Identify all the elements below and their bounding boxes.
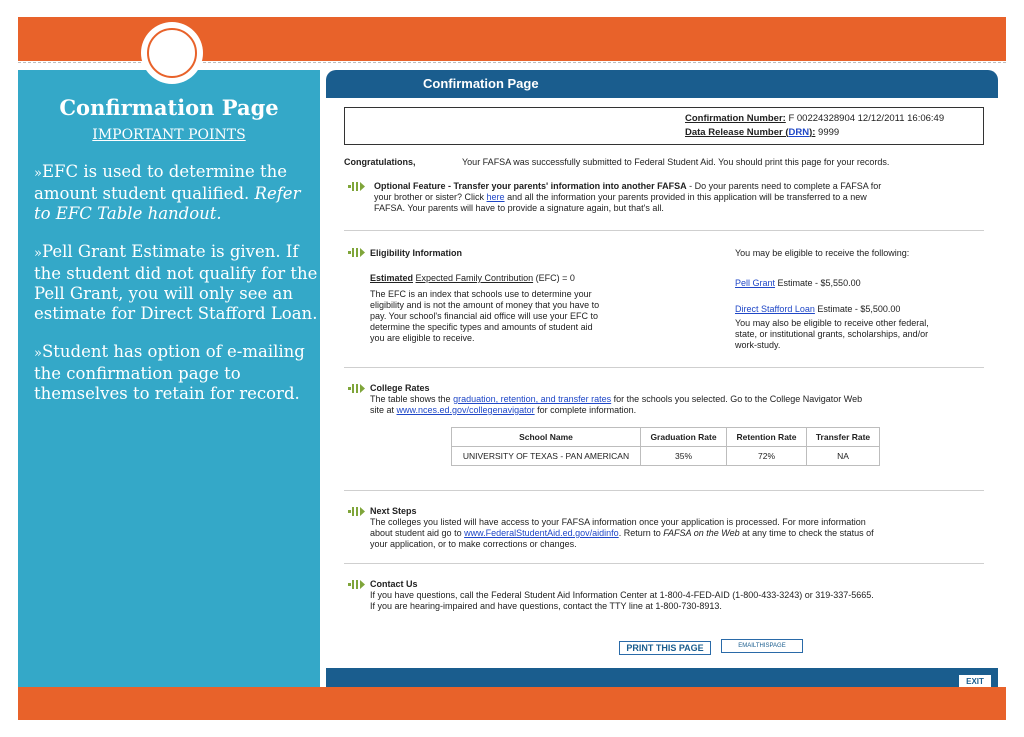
green-striped-arrow-icon [348, 247, 366, 258]
efc-value: 0 [569, 273, 575, 283]
optional-feature-text: Optional Feature - Transfer your parents' information into another FAFSA - Do your parents need to complete a FAFSA for your brother or sister? Click here and all the information your parents provided in this application will be transferred to a new FAFSA. Your parents will have to provide a signature again, but that's all. [374, 181, 882, 213]
section-divider [344, 490, 984, 491]
pell-grant-link[interactable]: Pell Grant [735, 278, 776, 288]
table-row [452, 447, 880, 466]
efc-line: Estimated Expected Family Contribution (EFC) = 0 [370, 273, 575, 283]
stafford-estimate: Direct Stafford Loan Estimate - $5,500.00 [735, 304, 901, 314]
bottom-orange-bar [18, 687, 1006, 720]
eligibility-title: Eligibility Information [370, 248, 462, 258]
col-graduation-rate: Graduation Rate [641, 428, 727, 447]
section-divider [344, 563, 984, 564]
congrats-label: Congratulations, [344, 157, 416, 167]
college-navigator-link[interactable]: www.nces.ed.gov/collegenavigator [396, 405, 535, 415]
print-page-button[interactable]: PRINT THIS PAGE [619, 641, 711, 655]
point-efc: »EFC is used to determine the amount student qualified. Refer to EFC Table handout. [34, 162, 301, 223]
rates-link[interactable]: graduation, retention, and transfer rates [453, 394, 612, 404]
next-steps-text: Next Steps The colleges you listed will have access to your FAFSA information once your application is processed. For more information about student aid go to www.FederalStudentAid.ed.gov/aidinfo. Return to FAFSA on the Web at any time to check the status of your application, or to make corrections or changes. [370, 506, 995, 550]
screen-header [326, 70, 998, 98]
cell-school: UNIVERSITY OF TEXAS - PAN AMERICAN [452, 447, 641, 466]
eligibility-intro: You may be eligible to receive the following: [735, 248, 910, 258]
stafford-loan-link[interactable]: Direct Stafford Loan [735, 304, 815, 314]
important-points-list [34, 162, 319, 422]
contact-us-text: Contact Us If you have questions, call the Federal Student Aid Information Center at 1-800-4-FED-AID (1-800-433-3243) or 319-337-5665. If you are hearing-impaired and have questions, contact the TTY line at 1-800-730-8913. [370, 579, 995, 612]
col-transfer-rate: Transfer Rate [807, 428, 880, 447]
cell-graduation: 35% [641, 447, 727, 466]
next-steps-title: Next Steps [370, 506, 417, 516]
screen-footer [326, 668, 998, 687]
green-striped-arrow-icon [348, 383, 366, 394]
panel-title: Confirmation Page [59, 95, 279, 120]
col-school-name: School Name [452, 428, 641, 447]
cell-retention: 72% [727, 447, 807, 466]
efc-link[interactable]: Expected Family Contribution [415, 273, 534, 283]
confirmation-number: Confirmation Number: F 00224328904 12/12/2011 16:06:49 [685, 113, 945, 124]
drn-link[interactable]: DRN [788, 127, 810, 138]
fafsa-confirmation-screenshot [326, 70, 998, 687]
green-striped-arrow-icon [348, 506, 366, 517]
left-info-panel [18, 70, 320, 687]
section-divider [344, 367, 984, 368]
other-aid-text: You may also be eligible to receive other federal, state, or institutional grants, scholarships, and/or work-study. [735, 318, 929, 350]
screen-title: Confirmation Page [423, 76, 539, 91]
pell-estimate: Pell Grant Estimate - $5,550.00 [735, 278, 861, 288]
college-rates-text: College Rates The table shows the graduation, retention, and transfer rates for the schools you selected. Go to the College Navigator Web site at www.nces.ed.gov/collegenavigator for complete information. [370, 383, 990, 416]
col-retention-rate: Retention Rate [727, 428, 807, 447]
green-striped-arrow-icon [348, 579, 366, 590]
section-divider [344, 230, 984, 231]
data-release-number: Data Release Number (DRN): 9999 [685, 127, 840, 138]
exit-button[interactable]: EXIT [959, 675, 991, 687]
efc-description: The EFC is an index that schools use to determine your eligibility and is not the amount of money that you have to pay. Your school's financial aid office will use your EFC to determine the specific types and amounts of student aid you are eligible to receive. [370, 289, 600, 343]
decorative-ring-icon [147, 28, 197, 78]
cell-transfer: NA [807, 447, 880, 466]
green-striped-arrow-icon [348, 181, 366, 192]
contact-us-title: Contact Us [370, 579, 418, 589]
email-page-button[interactable]: EMAILTHISPAGE [721, 639, 803, 653]
studentaid-link[interactable]: www.FederalStudentAid.ed.gov/aidinfo [464, 528, 619, 538]
point-pell: »Pell Grant Estimate is given. If the student did not qualify for the Pell Grant, you will only see an estimate for Direct Stafford Loan. [34, 242, 318, 323]
congrats-text: Your FAFSA was successfully submitted to Federal Student Aid. You should print this page for your records. [462, 157, 890, 167]
college-rates-table [451, 427, 880, 466]
confirmation-box [344, 107, 984, 145]
panel-subtitle: IMPORTANT POINTS [92, 127, 246, 143]
table-header-row [452, 428, 880, 447]
college-rates-title: College Rates [370, 383, 430, 393]
point-email: »Student has option of e-mailing the confirmation page to themselves to retain for record. [34, 342, 305, 403]
here-link[interactable]: here [486, 192, 505, 202]
